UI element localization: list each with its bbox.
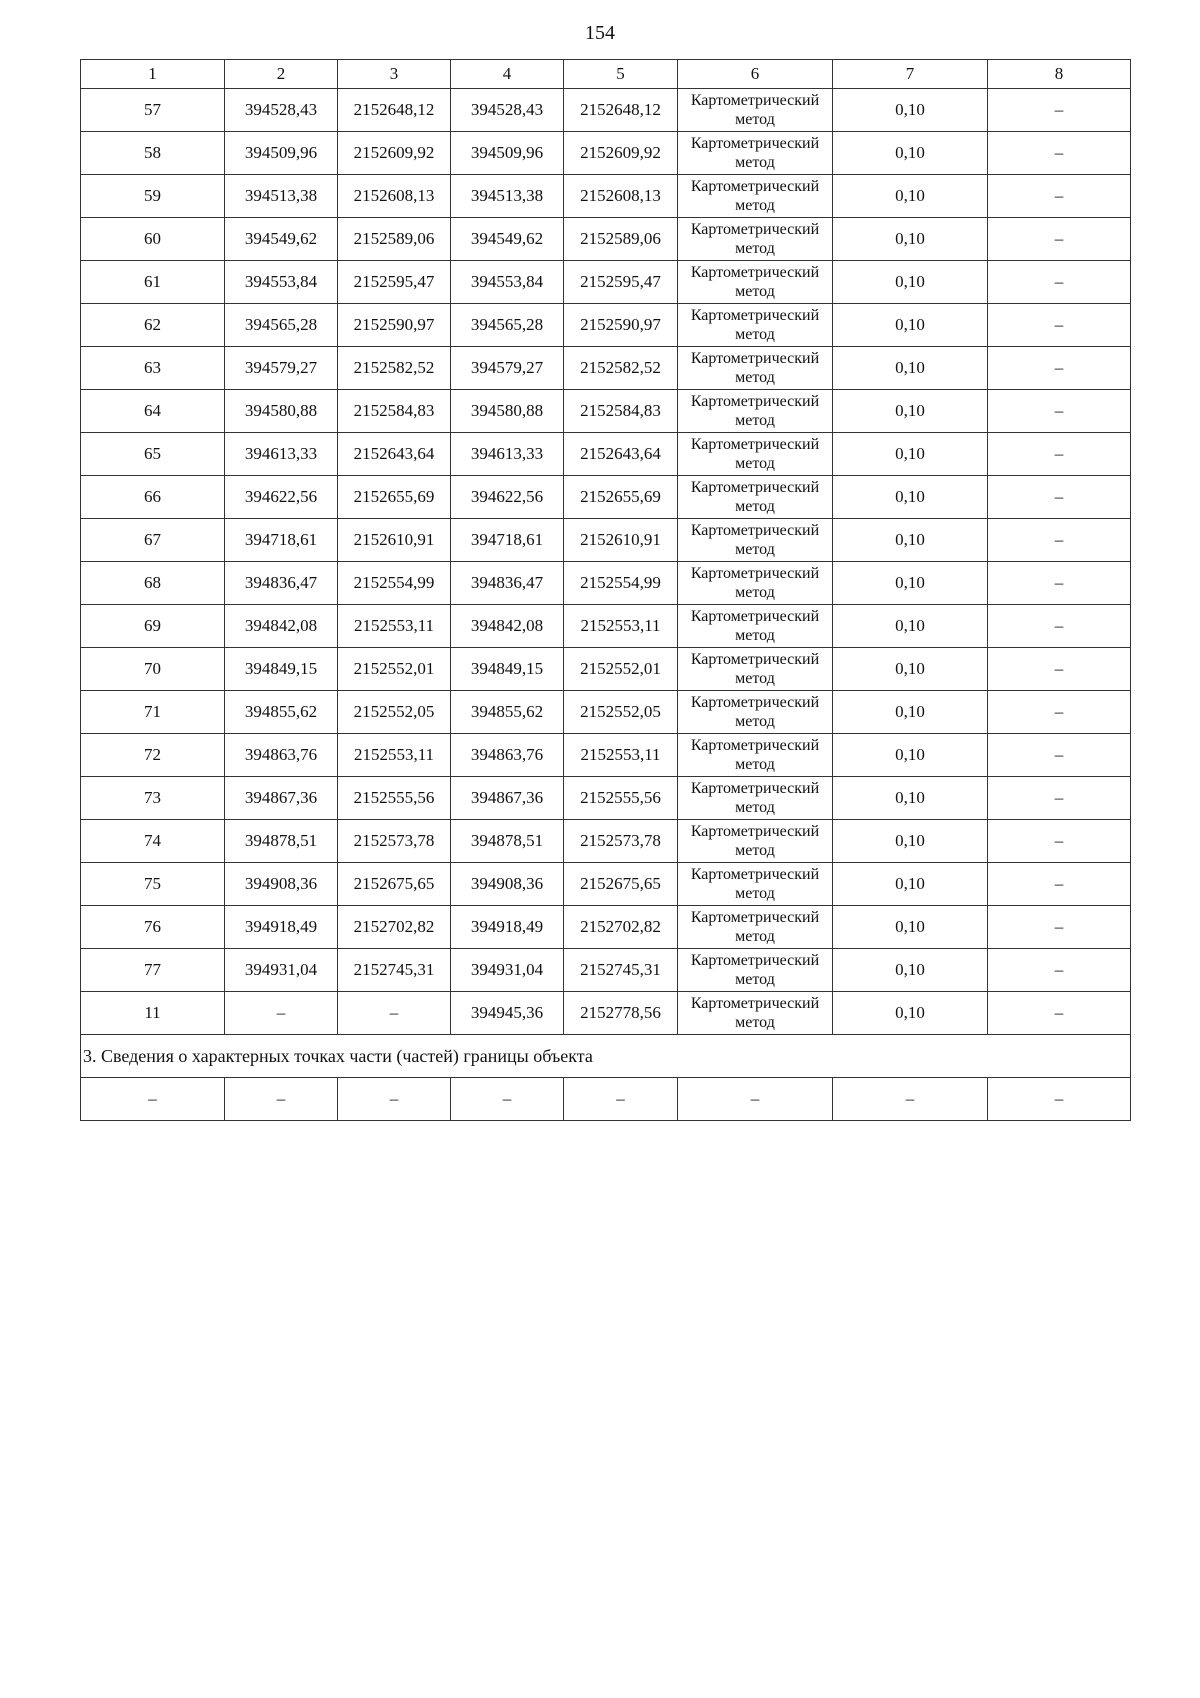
- coord-y-existing-cell: 2152552,05: [338, 691, 451, 734]
- column-number: 8: [988, 60, 1131, 89]
- accuracy-cell: 0,10: [833, 863, 988, 906]
- empty-cell: –: [833, 1078, 988, 1121]
- table-row: [81, 261, 1131, 304]
- method-line-2: метод: [735, 842, 775, 859]
- column-number: 5: [564, 60, 678, 89]
- method-line-2: метод: [735, 240, 775, 257]
- coord-y-new-cell: 2152609,92: [564, 132, 678, 175]
- coord-y-new-cell: 2152584,83: [564, 390, 678, 433]
- method-cell: [678, 820, 833, 863]
- method-line-1: Картометрический: [690, 178, 820, 195]
- table-row: [81, 863, 1131, 906]
- coord-y-existing-cell: 2152582,52: [338, 347, 451, 390]
- coord-x-new-cell: 394565,28: [451, 304, 564, 347]
- coord-x-existing-cell: 394849,15: [225, 648, 338, 691]
- method-cell: [678, 734, 833, 777]
- note-cell: –: [988, 347, 1131, 390]
- accuracy-cell: 0,10: [833, 390, 988, 433]
- coord-y-new-cell: 2152552,01: [564, 648, 678, 691]
- point-number-cell: 68: [81, 562, 225, 605]
- note-cell: –: [988, 992, 1131, 1035]
- coord-y-existing-cell: 2152648,12: [338, 89, 451, 132]
- method-line-2: метод: [735, 670, 775, 687]
- method-cell: [678, 89, 833, 132]
- coord-x-new-cell: 394549,62: [451, 218, 564, 261]
- note-cell: –: [988, 433, 1131, 476]
- accuracy-cell: 0,10: [833, 691, 988, 734]
- note-cell: –: [988, 734, 1131, 777]
- coord-x-new-cell: 394528,43: [451, 89, 564, 132]
- note-cell: –: [988, 476, 1131, 519]
- coord-y-new-cell: 2152553,11: [564, 734, 678, 777]
- note-cell: –: [988, 175, 1131, 218]
- coordinates-table: [80, 59, 1131, 1121]
- note-cell: –: [988, 218, 1131, 261]
- coord-x-existing-cell: 394867,36: [225, 777, 338, 820]
- method-line-2: метод: [735, 584, 775, 601]
- method-cell: [678, 519, 833, 562]
- column-number: 4: [451, 60, 564, 89]
- coord-y-existing-cell: 2152643,64: [338, 433, 451, 476]
- coord-y-existing-cell: 2152610,91: [338, 519, 451, 562]
- method-line-1: Картометрический: [690, 995, 820, 1012]
- coord-y-existing-cell: 2152553,11: [338, 734, 451, 777]
- table-row: [81, 820, 1131, 863]
- point-number-cell: 65: [81, 433, 225, 476]
- point-number-cell: 60: [81, 218, 225, 261]
- method-cell: [678, 562, 833, 605]
- note-cell: –: [988, 605, 1131, 648]
- accuracy-cell: 0,10: [833, 261, 988, 304]
- method-line-1: Картометрический: [690, 393, 820, 410]
- column-number: 2: [225, 60, 338, 89]
- coord-x-new-cell: 394836,47: [451, 562, 564, 605]
- coord-y-new-cell: 2152589,06: [564, 218, 678, 261]
- note-cell: –: [988, 777, 1131, 820]
- coord-y-existing-cell: 2152702,82: [338, 906, 451, 949]
- coord-y-new-cell: 2152608,13: [564, 175, 678, 218]
- accuracy-cell: 0,10: [833, 347, 988, 390]
- method-line-2: метод: [735, 498, 775, 515]
- method-line-1: Картометрический: [690, 307, 820, 324]
- note-cell: –: [988, 863, 1131, 906]
- point-number-cell: 63: [81, 347, 225, 390]
- method-cell: [678, 433, 833, 476]
- coord-x-existing-cell: 394513,38: [225, 175, 338, 218]
- coord-x-existing-cell: 394855,62: [225, 691, 338, 734]
- coord-x-existing-cell: –: [225, 992, 338, 1035]
- method-cell: [678, 261, 833, 304]
- method-cell: [678, 691, 833, 734]
- accuracy-cell: 0,10: [833, 949, 988, 992]
- coord-y-new-cell: 2152554,99: [564, 562, 678, 605]
- coord-x-existing-cell: 394549,62: [225, 218, 338, 261]
- point-number-cell: 70: [81, 648, 225, 691]
- coord-y-existing-cell: 2152595,47: [338, 261, 451, 304]
- table-row: [81, 992, 1131, 1035]
- coord-y-existing-cell: 2152555,56: [338, 777, 451, 820]
- method-line-2: метод: [735, 713, 775, 730]
- method-line-2: метод: [735, 799, 775, 816]
- coord-y-new-cell: 2152778,56: [564, 992, 678, 1035]
- point-number-cell: 73: [81, 777, 225, 820]
- note-cell: –: [988, 820, 1131, 863]
- coord-y-existing-cell: 2152552,01: [338, 648, 451, 691]
- method-line-1: Картометрический: [690, 608, 820, 625]
- method-line-2: метод: [735, 1014, 775, 1031]
- coord-x-existing-cell: 394613,33: [225, 433, 338, 476]
- page-number: 154: [585, 22, 615, 44]
- method-cell: [678, 175, 833, 218]
- accuracy-cell: 0,10: [833, 906, 988, 949]
- accuracy-cell: 0,10: [833, 820, 988, 863]
- coord-y-new-cell: 2152702,82: [564, 906, 678, 949]
- method-line-1: Картометрический: [690, 264, 820, 281]
- accuracy-cell: 0,10: [833, 89, 988, 132]
- method-cell: [678, 777, 833, 820]
- accuracy-cell: 0,10: [833, 777, 988, 820]
- point-number-cell: 77: [81, 949, 225, 992]
- coord-y-new-cell: 2152582,52: [564, 347, 678, 390]
- coord-y-existing-cell: 2152573,78: [338, 820, 451, 863]
- coord-x-new-cell: 394867,36: [451, 777, 564, 820]
- table-row: [81, 304, 1131, 347]
- coord-y-new-cell: 2152675,65: [564, 863, 678, 906]
- empty-data-row: [81, 1078, 1131, 1121]
- method-line-1: Картометрический: [690, 436, 820, 453]
- method-line-2: метод: [735, 885, 775, 902]
- coord-y-new-cell: 2152648,12: [564, 89, 678, 132]
- method-line-1: Картометрический: [690, 694, 820, 711]
- note-cell: –: [988, 519, 1131, 562]
- method-line-2: метод: [735, 971, 775, 988]
- coord-x-new-cell: 394718,61: [451, 519, 564, 562]
- column-number: 1: [81, 60, 225, 89]
- method-line-2: метод: [735, 369, 775, 386]
- empty-cell: –: [338, 1078, 451, 1121]
- coord-y-existing-cell: 2152745,31: [338, 949, 451, 992]
- table-row: [81, 390, 1131, 433]
- table-row: [81, 734, 1131, 777]
- point-number-cell: 61: [81, 261, 225, 304]
- accuracy-cell: 0,10: [833, 648, 988, 691]
- point-number-cell: 62: [81, 304, 225, 347]
- coord-y-new-cell: 2152590,97: [564, 304, 678, 347]
- coord-y-new-cell: 2152595,47: [564, 261, 678, 304]
- coord-x-existing-cell: 394509,96: [225, 132, 338, 175]
- coord-y-existing-cell: –: [338, 992, 451, 1035]
- method-line-2: метод: [735, 154, 775, 171]
- coord-y-new-cell: 2152643,64: [564, 433, 678, 476]
- method-cell: [678, 347, 833, 390]
- note-cell: –: [988, 390, 1131, 433]
- method-line-1: Картометрический: [690, 522, 820, 539]
- method-line-1: Картометрический: [690, 909, 820, 926]
- coord-y-new-cell: 2152553,11: [564, 605, 678, 648]
- accuracy-cell: 0,10: [833, 433, 988, 476]
- table-row: [81, 132, 1131, 175]
- method-line-1: Картометрический: [690, 221, 820, 238]
- accuracy-cell: 0,10: [833, 304, 988, 347]
- coord-y-existing-cell: 2152589,06: [338, 218, 451, 261]
- method-cell: [678, 648, 833, 691]
- coord-x-new-cell: 394849,15: [451, 648, 564, 691]
- coord-x-existing-cell: 394622,56: [225, 476, 338, 519]
- coord-y-existing-cell: 2152608,13: [338, 175, 451, 218]
- note-cell: –: [988, 648, 1131, 691]
- coord-x-existing-cell: 394836,47: [225, 562, 338, 605]
- coord-x-existing-cell: 394579,27: [225, 347, 338, 390]
- coord-y-existing-cell: 2152584,83: [338, 390, 451, 433]
- coord-y-existing-cell: 2152609,92: [338, 132, 451, 175]
- accuracy-cell: 0,10: [833, 476, 988, 519]
- coord-y-existing-cell: 2152590,97: [338, 304, 451, 347]
- note-cell: –: [988, 132, 1131, 175]
- method-cell: [678, 863, 833, 906]
- column-number: 7: [833, 60, 988, 89]
- method-cell: [678, 390, 833, 433]
- method-line-1: Картометрический: [690, 780, 820, 797]
- coord-y-new-cell: 2152552,05: [564, 691, 678, 734]
- point-number-cell: 75: [81, 863, 225, 906]
- point-number-cell: 64: [81, 390, 225, 433]
- coord-y-existing-cell: 2152675,65: [338, 863, 451, 906]
- coord-y-new-cell: 2152610,91: [564, 519, 678, 562]
- coord-x-new-cell: 394579,27: [451, 347, 564, 390]
- method-cell: [678, 476, 833, 519]
- table-row: [81, 777, 1131, 820]
- point-number-cell: 72: [81, 734, 225, 777]
- empty-cell: –: [678, 1078, 833, 1121]
- method-line-2: метод: [735, 412, 775, 429]
- method-line-1: Картометрический: [690, 952, 820, 969]
- coord-y-existing-cell: 2152554,99: [338, 562, 451, 605]
- empty-cell: –: [225, 1078, 338, 1121]
- table-row: [81, 476, 1131, 519]
- note-cell: –: [988, 304, 1131, 347]
- point-number-cell: 74: [81, 820, 225, 863]
- method-line-1: Картометрический: [690, 823, 820, 840]
- empty-cell: –: [451, 1078, 564, 1121]
- method-line-2: метод: [735, 326, 775, 343]
- method-line-2: метод: [735, 111, 775, 128]
- coord-x-new-cell: 394855,62: [451, 691, 564, 734]
- coord-y-new-cell: 2152745,31: [564, 949, 678, 992]
- method-line-1: Картометрический: [690, 135, 820, 152]
- table-row: [81, 605, 1131, 648]
- method-cell: [678, 132, 833, 175]
- empty-cell: –: [564, 1078, 678, 1121]
- coord-y-new-cell: 2152573,78: [564, 820, 678, 863]
- method-line-1: Картометрический: [690, 737, 820, 754]
- coord-y-existing-cell: 2152553,11: [338, 605, 451, 648]
- point-number-cell: 67: [81, 519, 225, 562]
- accuracy-cell: 0,10: [833, 734, 988, 777]
- table-row: [81, 906, 1131, 949]
- method-cell: [678, 992, 833, 1035]
- coord-x-new-cell: 394622,56: [451, 476, 564, 519]
- column-number-row: [81, 60, 1131, 89]
- table-row: [81, 691, 1131, 734]
- coord-x-existing-cell: 394908,36: [225, 863, 338, 906]
- table-row: [81, 89, 1131, 132]
- method-line-2: метод: [735, 541, 775, 558]
- note-cell: –: [988, 691, 1131, 734]
- accuracy-cell: 0,10: [833, 218, 988, 261]
- point-number-cell: 57: [81, 89, 225, 132]
- method-line-1: Картометрический: [690, 651, 820, 668]
- coord-x-existing-cell: 394528,43: [225, 89, 338, 132]
- coord-x-new-cell: 394908,36: [451, 863, 564, 906]
- empty-cell: –: [81, 1078, 225, 1121]
- method-line-2: метод: [735, 627, 775, 644]
- coord-x-existing-cell: 394565,28: [225, 304, 338, 347]
- point-number-cell: 71: [81, 691, 225, 734]
- note-cell: –: [988, 89, 1131, 132]
- coord-y-new-cell: 2152655,69: [564, 476, 678, 519]
- coord-y-existing-cell: 2152655,69: [338, 476, 451, 519]
- method-line-2: метод: [735, 455, 775, 472]
- column-number: 3: [338, 60, 451, 89]
- method-cell: [678, 949, 833, 992]
- accuracy-cell: 0,10: [833, 992, 988, 1035]
- coord-x-existing-cell: 394718,61: [225, 519, 338, 562]
- coord-x-existing-cell: 394878,51: [225, 820, 338, 863]
- method-line-2: метод: [735, 756, 775, 773]
- method-line-2: метод: [735, 283, 775, 300]
- method-line-1: Картометрический: [690, 479, 820, 496]
- table-row: [81, 347, 1131, 390]
- method-line-1: Картометрический: [690, 350, 820, 367]
- coord-x-new-cell: 394513,38: [451, 175, 564, 218]
- empty-cell: –: [988, 1078, 1131, 1121]
- coord-x-existing-cell: 394931,04: [225, 949, 338, 992]
- coord-x-new-cell: 394945,36: [451, 992, 564, 1035]
- table-body: [81, 89, 1131, 1035]
- table-row: [81, 949, 1131, 992]
- accuracy-cell: 0,10: [833, 132, 988, 175]
- accuracy-cell: 0,10: [833, 519, 988, 562]
- accuracy-cell: 0,10: [833, 175, 988, 218]
- coord-x-new-cell: 394863,76: [451, 734, 564, 777]
- coord-x-new-cell: 394842,08: [451, 605, 564, 648]
- point-number-cell: 76: [81, 906, 225, 949]
- coord-x-new-cell: 394931,04: [451, 949, 564, 992]
- coord-x-new-cell: 394509,96: [451, 132, 564, 175]
- method-cell: [678, 218, 833, 261]
- coord-x-new-cell: 394613,33: [451, 433, 564, 476]
- coord-x-existing-cell: 394842,08: [225, 605, 338, 648]
- point-number-cell: 58: [81, 132, 225, 175]
- coord-x-new-cell: 394918,49: [451, 906, 564, 949]
- note-cell: –: [988, 949, 1131, 992]
- point-number-cell: 59: [81, 175, 225, 218]
- table-row: [81, 175, 1131, 218]
- accuracy-cell: 0,10: [833, 562, 988, 605]
- method-line-1: Картометрический: [690, 565, 820, 582]
- table-row: [81, 648, 1131, 691]
- method-cell: [678, 605, 833, 648]
- method-line-2: метод: [735, 928, 775, 945]
- coord-x-existing-cell: 394553,84: [225, 261, 338, 304]
- table-row: [81, 562, 1131, 605]
- table-row: [81, 218, 1131, 261]
- coord-x-existing-cell: 394863,76: [225, 734, 338, 777]
- point-number-cell: 66: [81, 476, 225, 519]
- method-cell: [678, 906, 833, 949]
- accuracy-cell: 0,10: [833, 605, 988, 648]
- coord-x-new-cell: 394878,51: [451, 820, 564, 863]
- table-row: [81, 519, 1131, 562]
- column-number: 6: [678, 60, 833, 89]
- note-cell: –: [988, 906, 1131, 949]
- note-cell: –: [988, 261, 1131, 304]
- table-row: [81, 433, 1131, 476]
- method-line-1: Картометрический: [690, 866, 820, 883]
- section-title: 3. Сведения о характерных точках части (частей) границы объекта: [81, 1035, 1131, 1078]
- point-number-cell: 11: [81, 992, 225, 1035]
- point-number-cell: 69: [81, 605, 225, 648]
- method-line-2: метод: [735, 197, 775, 214]
- method-cell: [678, 304, 833, 347]
- coord-x-existing-cell: 394918,49: [225, 906, 338, 949]
- note-cell: –: [988, 562, 1131, 605]
- method-line-1: Картометрический: [690, 92, 820, 109]
- coord-y-new-cell: 2152555,56: [564, 777, 678, 820]
- coord-x-new-cell: 394580,88: [451, 390, 564, 433]
- coord-x-new-cell: 394553,84: [451, 261, 564, 304]
- coord-x-existing-cell: 394580,88: [225, 390, 338, 433]
- section-row: [81, 1035, 1131, 1078]
